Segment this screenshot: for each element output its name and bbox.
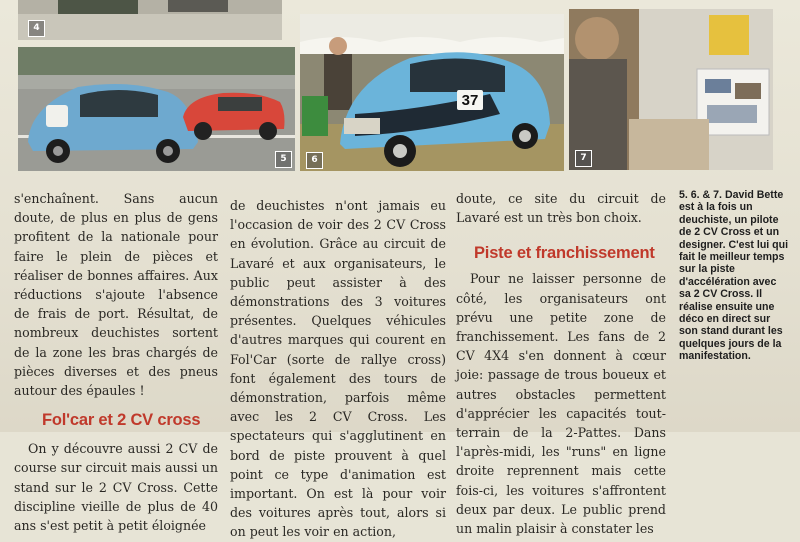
photo-number: 6 bbox=[306, 152, 323, 169]
photo-number: 7 bbox=[575, 150, 592, 167]
photo-7-scene bbox=[569, 9, 773, 170]
caption-text: David Bette est à la fois un deuchiste, un pilote de 2 CV Cross et un designer. C'est lui qui fait le meilleur temps sur la piste d'accélération avec sa 2 CV Cross. Il réalise ensuite une déco en direct sur son stand durant les quelques jours de la manifestation. bbox=[679, 189, 789, 363]
photo-6 bbox=[300, 14, 564, 171]
paragraph: de deuchistes n'ont jamais eu l'occasion de voir des 2 CV Cross en évolution. Grâce au circuit de Lavaré et aux organisateurs, le public peut assister à des démonstrations des 3 voitures présentes. Quelques véhicules d'autres marques qui courent en Fol'Car (sorte de rallye cross) font également des tours de démonstration, parfois même avec les 2 CV Cross. Les spectateurs qui s'agglutinent en bord de piste prouvent à quel point ce type d'animation est important. On est là pour voir des voitures après tout, alors si on peut les voir en action, bbox=[230, 198, 446, 540]
paragraph: Pour ne laisser personne de côté, les organisateurs ont prévu une petite zone de franchissement. Les fans de 2 CV 4X4 s'en donnent à cœur joie: passage de trous boueux et autres obstacles permettent d'apprécier les capacités tout-terrain de la 2-Pattes. Dans l'après-midi, les "runs" en ligne droite reprennent mais cette fois-ci, les voitures s'affrontent deux par deux. Le public prend un malin plaisir à constater les bbox=[456, 271, 666, 537]
photo-4-scene bbox=[18, 0, 282, 40]
photo-7 bbox=[569, 9, 773, 170]
paragraph: doute, ce site du circuit de Lavaré est un très bon choix. bbox=[456, 191, 666, 226]
photo-6-scene bbox=[300, 14, 564, 171]
section-heading: Piste et franchissement bbox=[474, 244, 655, 263]
caption-numbers: 5. 6. & 7. bbox=[679, 189, 722, 201]
photo-5-scene bbox=[18, 47, 295, 171]
section-heading: Fol'car et 2 CV cross bbox=[42, 411, 201, 430]
paragraph: s'enchaînent. Sans aucun doute, de plus en plus de gens profitent de la nationale pour faire le plein de pièces et réaliser de bonnes affaires. Aux réductions s'ajoute l'absence de frais de port. Résultat, de nombreux deuchistes sortent de la zone les bras chargés de pièces diverses et des pneus autour des épaules ! bbox=[14, 191, 218, 399]
photo-number: 5 bbox=[275, 151, 292, 168]
article-column-1 bbox=[14, 189, 218, 535]
photo-number: 4 bbox=[28, 20, 45, 37]
photo-caption bbox=[679, 189, 789, 363]
article-column-2 bbox=[230, 196, 446, 542]
photo-5 bbox=[18, 47, 295, 171]
article-column-3 bbox=[456, 189, 666, 538]
photo-4 bbox=[18, 0, 282, 40]
car-number: 37 bbox=[461, 92, 479, 109]
paragraph: On y découvre aussi 2 CV de course sur circuit mais aussi un stand sur le 2 CV Cross. Cette discipline vieille de plus de 40 ans s'est petit à petit éloignée bbox=[14, 441, 218, 534]
